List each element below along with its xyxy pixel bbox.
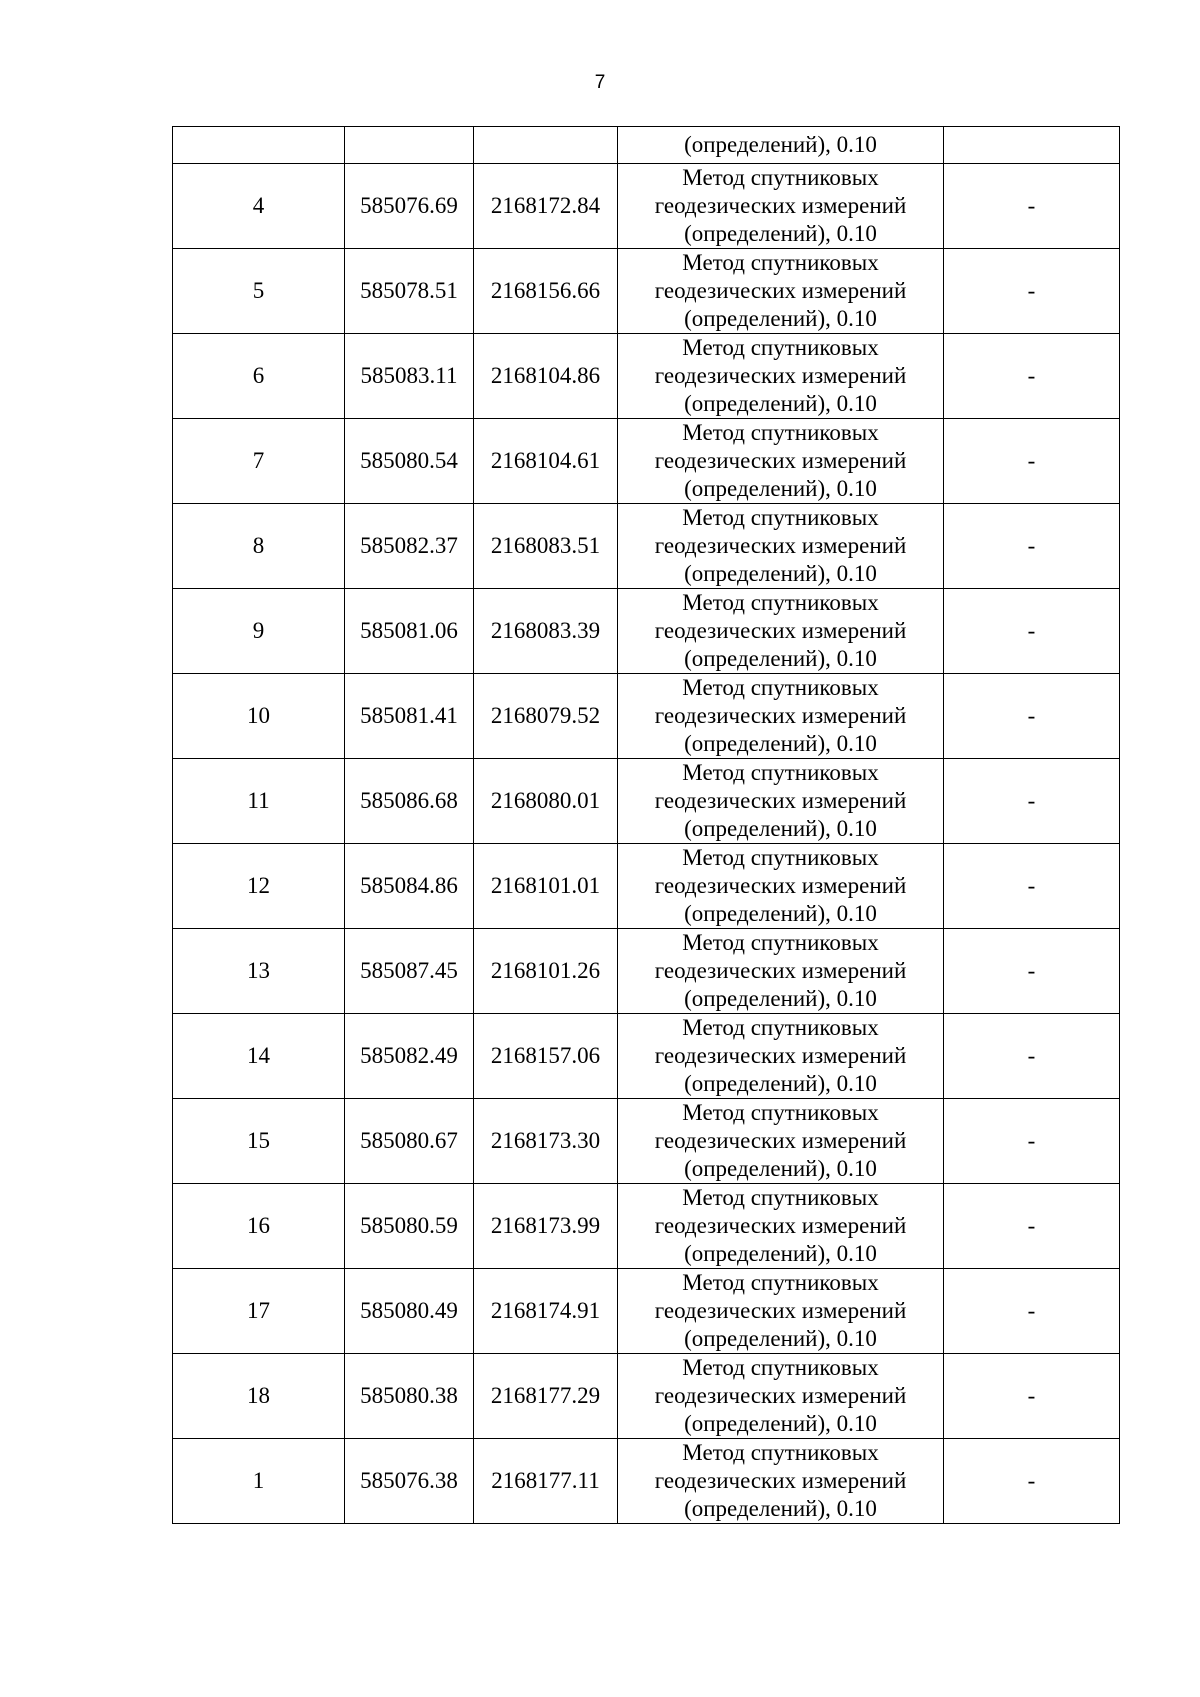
table-row — [173, 1269, 1120, 1354]
cell-y: 2168079.52 — [474, 674, 618, 759]
method-text-line: Метод спутниковых — [682, 420, 879, 445]
cell-method — [618, 504, 944, 589]
cell-extra: - — [944, 249, 1120, 334]
cell-y: 2168101.01 — [474, 844, 618, 929]
method-text-line: геодезических измерений — [654, 1043, 907, 1068]
cell-number: 11 — [173, 759, 345, 844]
table-row — [173, 334, 1120, 419]
cell-y: 2168173.99 — [474, 1184, 618, 1269]
cell-x: 585083.11 — [345, 334, 474, 419]
cell-number: 7 — [173, 419, 345, 504]
cell-number: 8 — [173, 504, 345, 589]
method-text-line: геодезических измерений — [654, 618, 907, 643]
method-text-line: Метод спутниковых — [682, 590, 879, 615]
cell-x: 585082.49 — [345, 1014, 474, 1099]
cell-number: 18 — [173, 1354, 345, 1439]
method-text-line: геодезических измерений — [654, 533, 907, 558]
cell-number: 9 — [173, 589, 345, 674]
cell-number: 16 — [173, 1184, 345, 1269]
cell-number: 17 — [173, 1269, 345, 1354]
cell-number: 6 — [173, 334, 345, 419]
cell-method — [618, 589, 944, 674]
method-text-line: геодезических измерений — [654, 1383, 907, 1408]
method-text-line: Метод спутниковых — [682, 1015, 879, 1040]
table-row — [173, 1014, 1120, 1099]
cell-extra: - — [944, 929, 1120, 1014]
method-text-line: Метод спутниковых — [682, 1100, 879, 1125]
method-text-line: Метод спутниковых — [682, 760, 879, 785]
cell-number: 15 — [173, 1099, 345, 1184]
cell-number: 4 — [173, 164, 345, 249]
cell-x: 585080.59 — [345, 1184, 474, 1269]
cell-y: 2168101.26 — [474, 929, 618, 1014]
cell-x: 585080.49 — [345, 1269, 474, 1354]
cell-y: 2168173.30 — [474, 1099, 618, 1184]
table-row-continued — [173, 127, 1120, 164]
table-row — [173, 759, 1120, 844]
cell-y: 2168083.39 — [474, 589, 618, 674]
cell-x: 585080.54 — [345, 419, 474, 504]
method-text-line: геодезических измерений — [654, 1128, 907, 1153]
method-text-line: (определений), 0.10 — [684, 306, 877, 331]
cell-y: 2168080.01 — [474, 759, 618, 844]
cell-y: 2168104.86 — [474, 334, 618, 419]
cell-method — [618, 844, 944, 929]
table-row — [173, 844, 1120, 929]
table-row — [173, 164, 1120, 249]
table-row — [173, 1439, 1120, 1524]
cell-extra: - — [944, 1354, 1120, 1439]
cell-y: 2168156.66 — [474, 249, 618, 334]
cell-method — [618, 1439, 944, 1524]
cell-method — [618, 929, 944, 1014]
cell-method — [618, 1269, 944, 1354]
cell-y: 2168177.29 — [474, 1354, 618, 1439]
cell-number: 14 — [173, 1014, 345, 1099]
cell-extra: - — [944, 419, 1120, 504]
cell-x: 585076.38 — [345, 1439, 474, 1524]
cell-y: 2168177.11 — [474, 1439, 618, 1524]
method-text-line: геодезических измерений — [654, 363, 907, 388]
method-text-line: геодезических измерений — [654, 1213, 907, 1238]
method-text-line: Метод спутниковых — [682, 165, 879, 190]
method-text-line: (определений), 0.10 — [684, 1241, 877, 1266]
cell-extra: - — [944, 1184, 1120, 1269]
cell-method — [618, 1099, 944, 1184]
table-row — [173, 249, 1120, 334]
cell-x: 585076.69 — [345, 164, 474, 249]
table-row — [173, 419, 1120, 504]
cell-number: 5 — [173, 249, 345, 334]
method-text-line: (определений), 0.10 — [684, 731, 877, 756]
coordinates-table-body — [173, 127, 1120, 1524]
method-text-line: (определений), 0.10 — [684, 1071, 877, 1096]
cell-y: 2168083.51 — [474, 504, 618, 589]
method-text-line: Метод спутниковых — [682, 1185, 879, 1210]
cell-method — [618, 1184, 944, 1269]
cell-extra: - — [944, 674, 1120, 759]
cell-x: 585081.41 — [345, 674, 474, 759]
cell-method — [618, 164, 944, 249]
table-row — [173, 1099, 1120, 1184]
cell-x: 585082.37 — [345, 504, 474, 589]
cell-extra: - — [944, 844, 1120, 929]
cell-method — [618, 334, 944, 419]
method-text-line: (определений), 0.10 — [684, 646, 877, 671]
cell-extra: - — [944, 164, 1120, 249]
table-row — [173, 674, 1120, 759]
cell-extra: - — [944, 759, 1120, 844]
table-row — [173, 1354, 1120, 1439]
cell-method: (определений), 0.10 — [618, 127, 944, 164]
method-text-line: Метод спутниковых — [682, 1270, 879, 1295]
cell-x: 585084.86 — [345, 844, 474, 929]
cell-method — [618, 419, 944, 504]
method-text-line: Метод спутниковых — [682, 250, 879, 275]
method-text-line: (определений), 0.10 — [684, 391, 877, 416]
method-text-line: геодезических измерений — [654, 448, 907, 473]
method-text-line: (определений), 0.10 — [684, 816, 877, 841]
cell-method — [618, 759, 944, 844]
cell-x — [345, 127, 474, 164]
cell-extra: - — [944, 1014, 1120, 1099]
table-row — [173, 929, 1120, 1014]
method-text-line: Метод спутниковых — [682, 930, 879, 955]
method-text-line: Метод спутниковых — [682, 505, 879, 530]
cell-x: 585080.67 — [345, 1099, 474, 1184]
method-text-line: (определений), 0.10 — [684, 476, 877, 501]
cell-number: 13 — [173, 929, 345, 1014]
cell-extra: - — [944, 1269, 1120, 1354]
cell-method — [618, 674, 944, 759]
table-row — [173, 589, 1120, 674]
cell-number: 1 — [173, 1439, 345, 1524]
method-text-line: (определений), 0.10 — [684, 986, 877, 1011]
method-text-line: геодезических измерений — [654, 958, 907, 983]
cell-extra: - — [944, 334, 1120, 419]
cell-x: 585086.68 — [345, 759, 474, 844]
method-text-line: Метод спутниковых — [682, 1355, 879, 1380]
method-text-line: Метод спутниковых — [682, 845, 879, 870]
cell-y: 2168174.91 — [474, 1269, 618, 1354]
cell-x: 585080.38 — [345, 1354, 474, 1439]
cell-y: 2168157.06 — [474, 1014, 618, 1099]
cell-x: 585078.51 — [345, 249, 474, 334]
cell-number: 10 — [173, 674, 345, 759]
method-text-line: геодезических измерений — [654, 873, 907, 898]
cell-y: 2168104.61 — [474, 419, 618, 504]
method-text-line: (определений), 0.10 — [684, 1496, 877, 1521]
method-text-line: геодезических измерений — [654, 193, 907, 218]
cell-extra: - — [944, 504, 1120, 589]
method-text-line: (определений), 0.10 — [684, 1156, 877, 1181]
coordinates-table — [172, 126, 1120, 1524]
method-text-line: геодезических измерений — [654, 1468, 907, 1493]
method-text-line: геодезических измерений — [654, 278, 907, 303]
cell-method — [618, 1014, 944, 1099]
table-row — [173, 504, 1120, 589]
cell-extra: - — [944, 1439, 1120, 1524]
cell-method — [618, 249, 944, 334]
cell-x: 585087.45 — [345, 929, 474, 1014]
method-text-line: геодезических измерений — [654, 1298, 907, 1323]
method-text-line: (определений), 0.10 — [684, 561, 877, 586]
method-text-line: (определений), 0.10 — [684, 1326, 877, 1351]
method-text-line: Метод спутниковых — [682, 335, 879, 360]
method-text-line: геодезических измерений — [654, 703, 907, 728]
method-text-line: геодезических измерений — [654, 788, 907, 813]
cell-method — [618, 1354, 944, 1439]
cell-number — [173, 127, 345, 164]
method-text-line: (определений), 0.10 — [684, 1411, 877, 1436]
cell-y: 2168172.84 — [474, 164, 618, 249]
method-text-line: Метод спутниковых — [682, 675, 879, 700]
cell-x: 585081.06 — [345, 589, 474, 674]
page-number: 7 — [594, 72, 606, 93]
method-text-line: (определений), 0.10 — [684, 221, 877, 246]
cell-extra: - — [944, 589, 1120, 674]
cell-y — [474, 127, 618, 164]
method-text-line: (определений), 0.10 — [684, 901, 877, 926]
table-row — [173, 1184, 1120, 1269]
cell-extra — [944, 127, 1120, 164]
method-text-line: Метод спутниковых — [682, 1440, 879, 1465]
cell-extra: - — [944, 1099, 1120, 1184]
cell-number: 12 — [173, 844, 345, 929]
